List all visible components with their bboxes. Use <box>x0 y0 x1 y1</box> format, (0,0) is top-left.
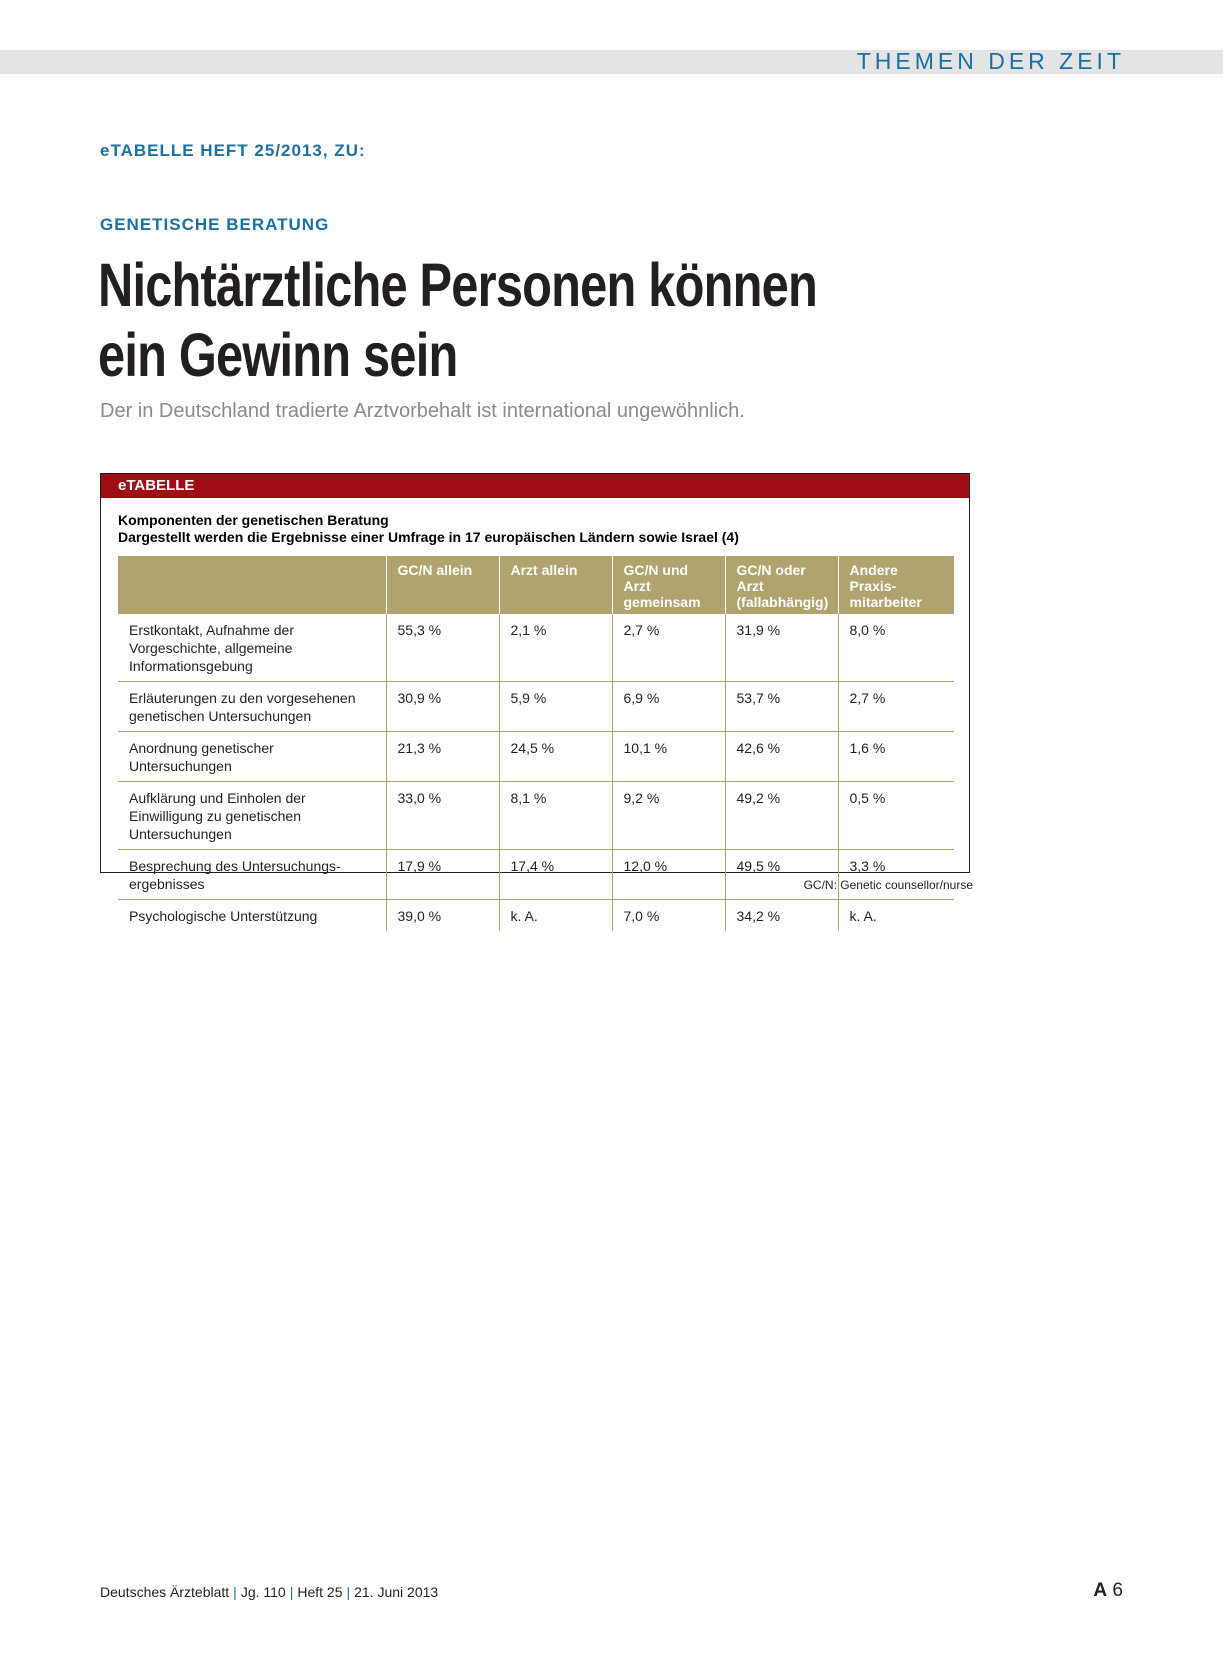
table-cell: 33,0 % <box>386 782 499 850</box>
table-cell: 7,0 % <box>612 900 725 932</box>
column-header: GC/N allein <box>386 556 499 614</box>
table-cell: 3,3 % <box>838 850 954 900</box>
table-cell: 30,9 % <box>386 682 499 732</box>
table-cell: 2,1 % <box>499 614 612 682</box>
table-cell: 5,9 % <box>499 682 612 732</box>
table-cell: 9,2 % <box>612 782 725 850</box>
topic-kicker: GENETISCHE BERATUNG <box>100 215 330 234</box>
table-cell: k. A. <box>499 900 612 932</box>
table-cell: 8,1 % <box>499 782 612 850</box>
footer <box>100 1584 438 1600</box>
table-cell: 24,5 % <box>499 732 612 782</box>
footer-issue: Heft 25 <box>297 1584 343 1600</box>
table-row <box>118 782 954 850</box>
table-cell: k. A. <box>838 900 954 932</box>
row-label: Aufklärung und Einholen der Einwilligung zu genetischen Untersuchungen <box>118 782 386 850</box>
table-caption <box>118 512 969 546</box>
table-cell: 17,9 % <box>386 850 499 900</box>
table-cell: 0,5 % <box>838 782 954 850</box>
column-header <box>118 556 386 614</box>
table-cell: 6,9 % <box>612 682 725 732</box>
table-cell: 55,3 % <box>386 614 499 682</box>
page-prefix: A <box>1093 1580 1108 1601</box>
table-cell: 8,0 % <box>838 614 954 682</box>
table-cell: 31,9 % <box>725 614 838 682</box>
section-title: THEMEN DER ZEIT <box>856 48 1125 74</box>
data-table <box>118 556 954 931</box>
table-cell: 17,4 % <box>499 850 612 900</box>
subheadline: Der in Deutschland tradierte Arztvorbehalt ist international ungewöhnlich. <box>100 400 745 422</box>
table-row <box>118 900 954 932</box>
column-header: Andere Praxis-mitarbeiter <box>838 556 954 614</box>
table-cell: 21,3 % <box>386 732 499 782</box>
headline-line-2: ein Gewinn sein <box>98 321 458 389</box>
table-cell: 12,0 % <box>612 850 725 900</box>
table-cell: 42,6 % <box>725 732 838 782</box>
table-cell: 49,2 % <box>725 782 838 850</box>
table-cell: 39,0 % <box>386 900 499 932</box>
table-row <box>118 732 954 782</box>
footer-journal: Deutsches Ärzteblatt <box>100 1584 230 1600</box>
footer-volume: Jg. 110 <box>240 1584 286 1600</box>
page-number <box>1093 1580 1123 1602</box>
table-cell: 10,1 % <box>612 732 725 782</box>
footer-date: 21. Juni 2013 <box>354 1584 439 1600</box>
table-caption-title: Komponenten der genetischen Beratung <box>118 512 389 528</box>
column-header: GC/N und Arzt gemeinsam <box>612 556 725 614</box>
table-footnote: GC/N: Genetic counsellor/nurse <box>803 878 973 892</box>
etable-label: eTABELLE <box>101 474 969 498</box>
row-label: Erläuterungen zu den vorgesehenen genetischen Untersuchungen <box>118 682 386 732</box>
page-number-value: 6 <box>1112 1580 1123 1601</box>
row-label: Erstkontakt, Aufnahme der Vorgeschichte, allgemeine Informationsgebung <box>118 614 386 682</box>
table-cell: 34,2 % <box>725 900 838 932</box>
table-header-row <box>118 556 954 614</box>
table-caption-subtitle: Dargestellt werden die Ergebnisse einer Umfrage in 17 europäischen Ländern sowie Israel (4) <box>118 529 739 545</box>
column-header: Arzt allein <box>499 556 612 614</box>
row-label: Besprechung des Untersuchungs-ergebnisses <box>118 850 386 900</box>
headline-line-1: Nichtärztliche Personen können <box>98 251 818 319</box>
row-label: Anordnung genetischer Untersuchungen <box>118 732 386 782</box>
footer-separator: | <box>346 1584 351 1600</box>
table-cell: 53,7 % <box>725 682 838 732</box>
headline <box>98 250 818 390</box>
table-row <box>118 850 954 900</box>
footer-separator: | <box>289 1584 294 1600</box>
footer-separator: | <box>233 1584 237 1600</box>
table-cell: 49,5 % <box>725 850 838 900</box>
table-cell: 2,7 % <box>838 682 954 732</box>
table-cell: 1,6 % <box>838 732 954 782</box>
table-row <box>118 682 954 732</box>
etable-reference: eTABELLE HEFT 25/2013, ZU: <box>100 141 366 160</box>
column-header: GC/N oder Arzt (fallabhängig) <box>725 556 838 614</box>
table-row <box>118 614 954 682</box>
row-label: Psychologische Unterstützung <box>129 908 318 924</box>
table-cell: 2,7 % <box>612 614 725 682</box>
